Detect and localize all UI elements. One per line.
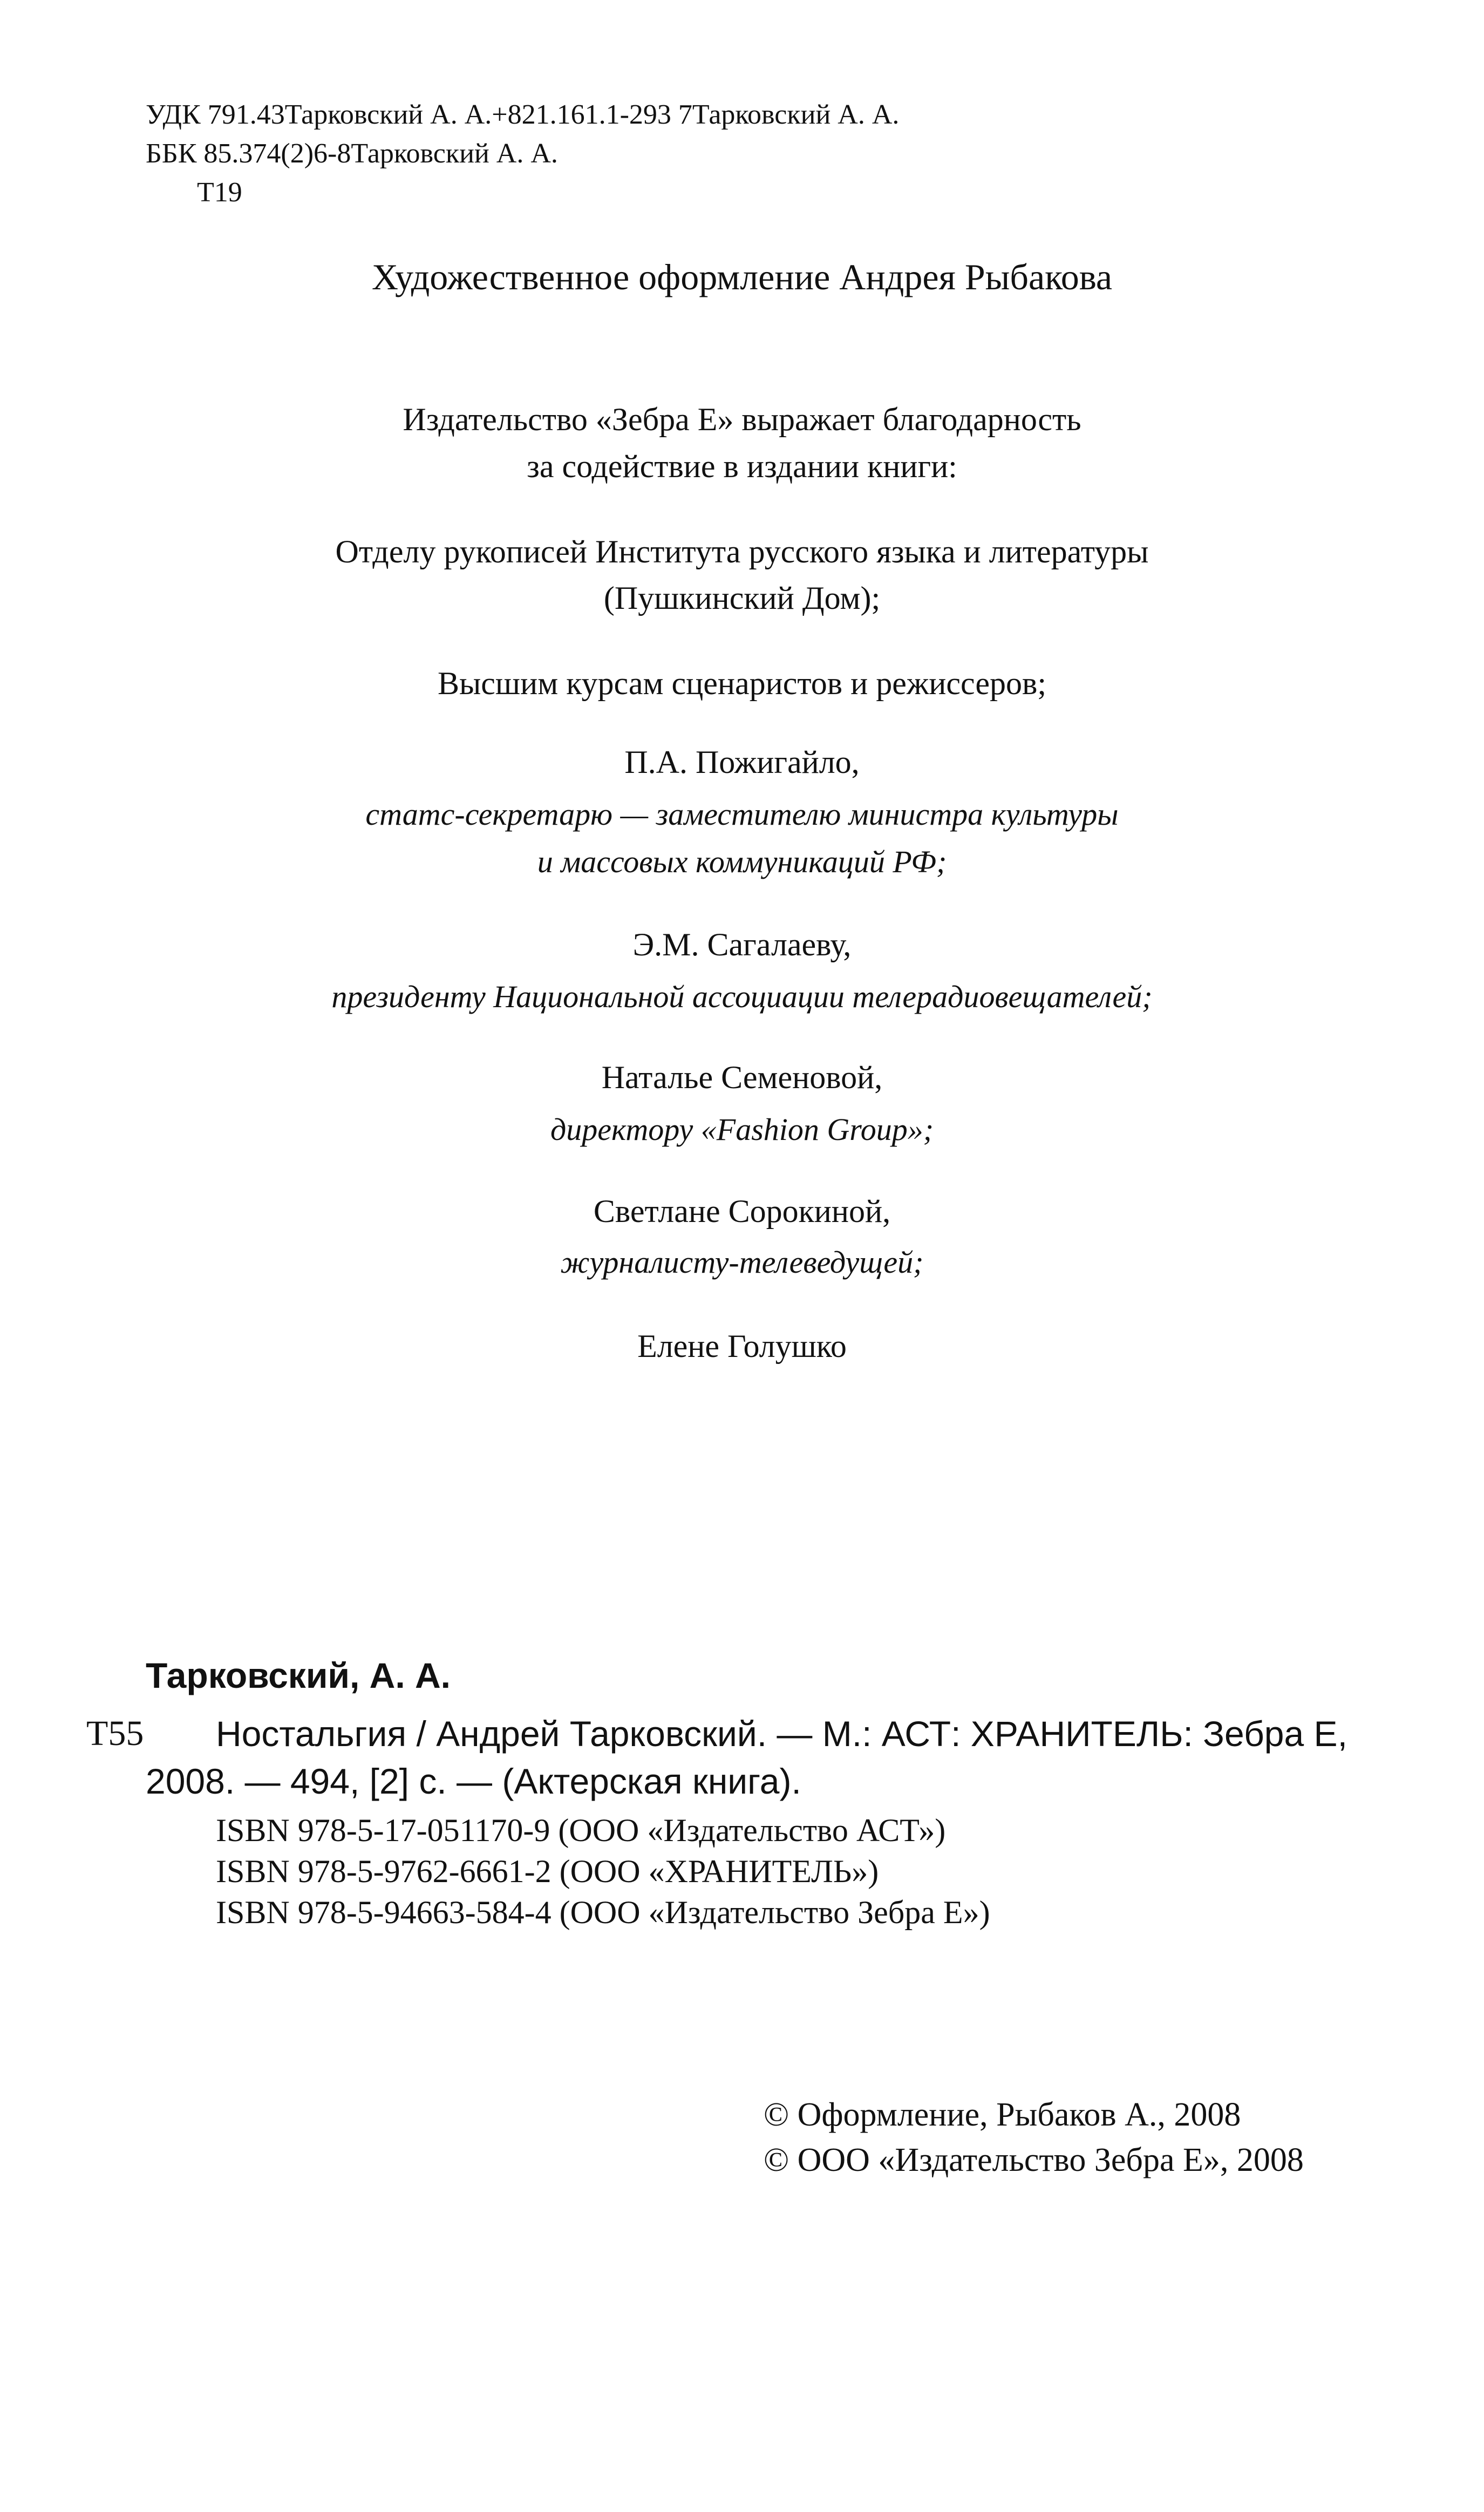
bibliography-description-line2: 2008. — 494, [2] с. — (Актерская книга). xyxy=(146,1761,801,1801)
copyright-line: © ООО «Издательство Зебра Е», 2008 xyxy=(764,2142,1304,2178)
person-role: и массовых коммуникаций РФ; xyxy=(537,844,947,879)
bibliography-author: Тарковский, А. А. xyxy=(146,1655,451,1695)
person-name: Наталье Семеновой, xyxy=(601,1060,883,1095)
person-name: П.А. Пожигайло, xyxy=(624,744,860,780)
isbn-line: ISBN 978-5-94663-584-4 (ООО «Издательство Зебра Е») xyxy=(216,1895,990,1930)
person-role: статс-секретарю — заместителю министра культуры xyxy=(365,797,1119,832)
thanks-institute-line2: (Пушкинский Дом); xyxy=(603,580,881,616)
thanks-courses: Высшим курсам сценаристов и режиссеров; xyxy=(437,666,1047,701)
person-role: директору «Fashion Group»; xyxy=(550,1112,934,1147)
udk-line: УДК 791.43Тарковский А. А.+821.161.1-293 7Тарковский А. А. xyxy=(146,99,900,130)
thanks-institute-line1: Отделу рукописей Института русского языка и литературы xyxy=(335,534,1149,569)
bibliography-code: Т55 xyxy=(86,1714,144,1753)
thanks-intro-line1: Издательство «Зебра Е» выражает благодарность xyxy=(403,402,1081,437)
copyright-line: © Оформление, Рыбаков А., 2008 xyxy=(764,2096,1241,2133)
thanks-intro-line2: за содействие в издании книги: xyxy=(527,449,957,484)
person-name: Э.М. Сагалаеву, xyxy=(632,927,852,962)
isbn-line: ISBN 978-5-17-051170-9 (ООО «Издательство АСТ») xyxy=(216,1812,946,1848)
bibliography-description-line1: Ностальгия / Андрей Тарковский. — М.: АСТ: ХРАНИТЕЛЬ: Зебра Е, xyxy=(216,1714,1347,1754)
person-role: президенту Национальной ассоциации телерадиовещателей; xyxy=(331,979,1153,1014)
design-credit: Художественное оформление Андрея Рыбакова xyxy=(371,256,1113,297)
person-name: Светлане Сорокиной, xyxy=(593,1193,891,1229)
person-role: журналисту-телеведущей; xyxy=(560,1245,924,1280)
book-code: Т19 xyxy=(197,177,242,208)
bbk-line: ББК 85.374(2)6-8Тарковский А. А. xyxy=(146,138,558,169)
person-name: Елене Голушко xyxy=(637,1328,847,1364)
isbn-line: ISBN 978-5-9762-6661-2 (ООО «ХРАНИТЕЛЬ») xyxy=(216,1854,879,1889)
